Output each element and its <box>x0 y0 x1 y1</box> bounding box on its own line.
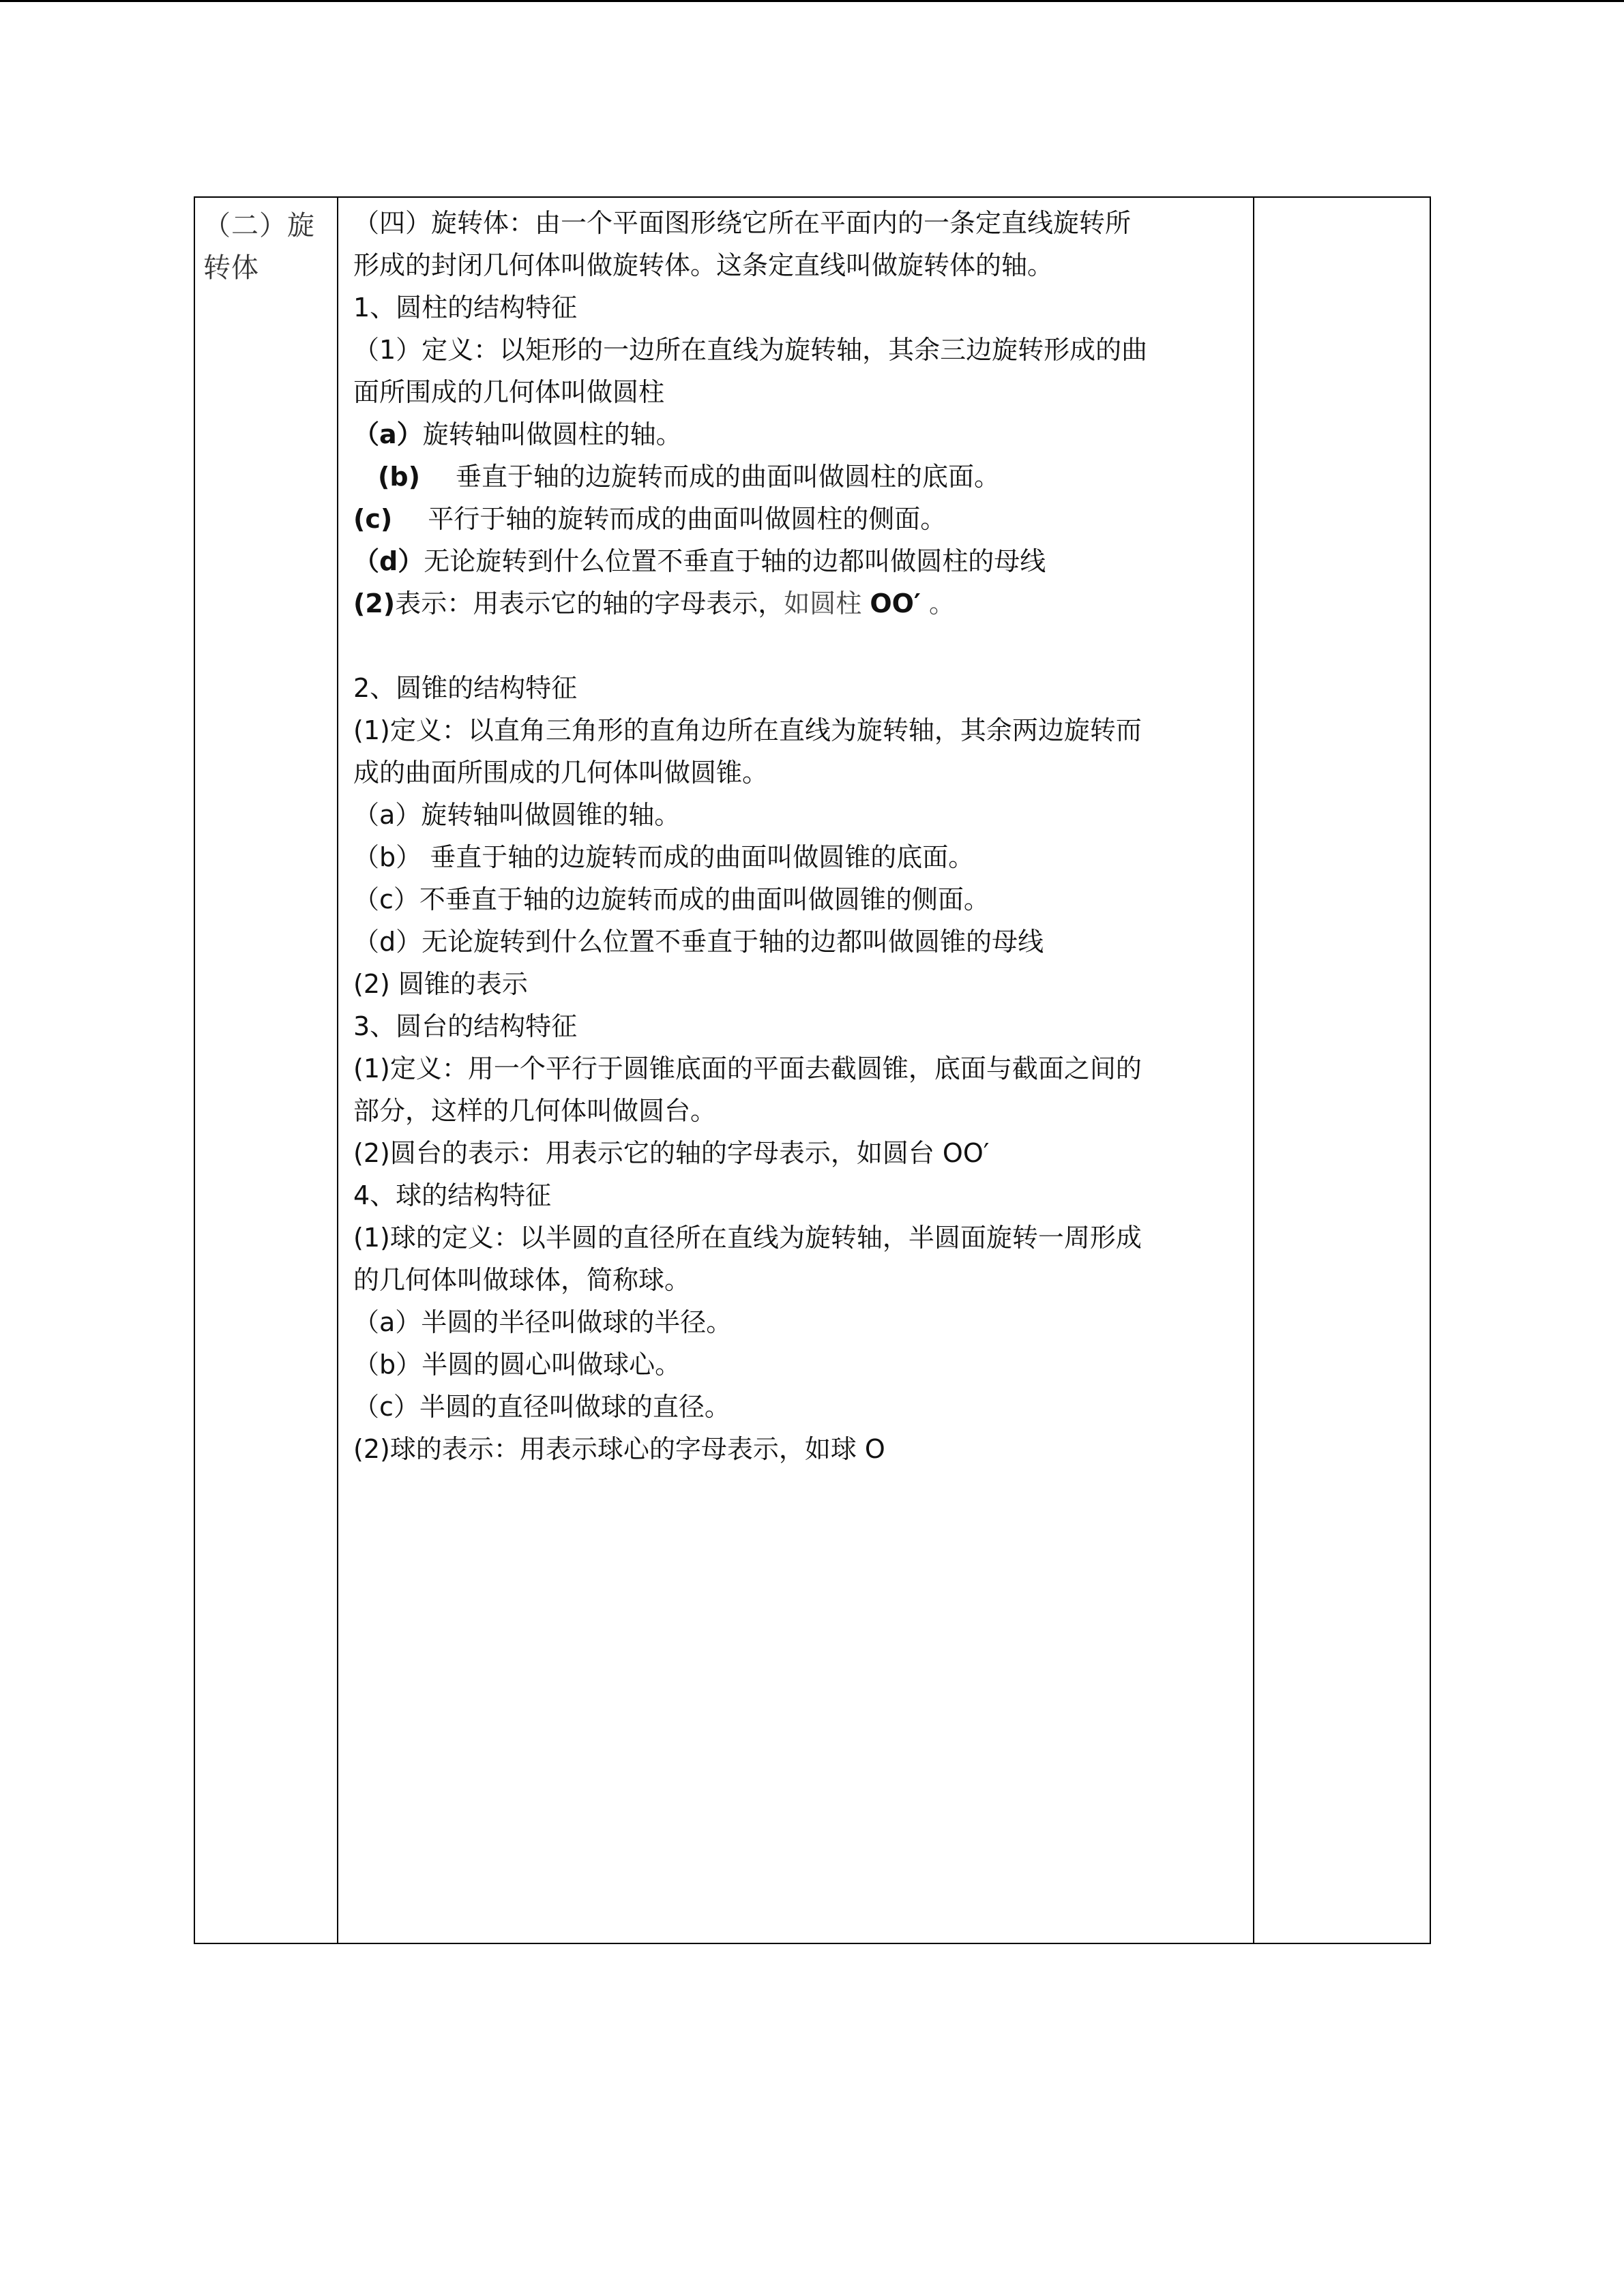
blank-line <box>353 625 1240 667</box>
column-divider-left <box>337 198 338 1943</box>
frustum-definition-line-2: 部分，这样的几何体叫做圆台。 <box>353 1096 717 1126</box>
cone-item-a: （a）旋转轴叫做圆锥的轴。 <box>353 800 681 830</box>
cone-heading: 2、圆锥的结构特征 <box>353 673 578 703</box>
content-cell <box>353 202 1240 1470</box>
cylinder-representation <box>353 582 1240 625</box>
sphere-item-a: （a）半圆的半径叫做球的半径。 <box>353 1307 733 1337</box>
cylinder-item-a-text: 旋转轴叫做圆柱的轴。 <box>422 419 682 449</box>
row-label-line2: 转体 <box>203 252 259 284</box>
sphere-item-b: （b）半圆的圆心叫做球心。 <box>353 1350 681 1380</box>
cylinder-representation-text: 表示：用表示它的轴的字母表示， <box>395 588 784 618</box>
page-top-border <box>0 0 1624 2</box>
cylinder-item-a <box>353 413 1240 456</box>
cylinder-item-b-marker: (b) <box>378 462 420 492</box>
cylinder-definition-line-1: （1）定义：以矩形的一边所在直线为旋转轴，其余三边旋转形成的曲 <box>353 335 1148 365</box>
cylinder-item-c <box>353 498 1240 540</box>
sphere-representation: (2)球的表示：用表示球心的字母表示，如球 O <box>353 1434 885 1464</box>
row-label-cell <box>203 205 333 289</box>
cylinder-item-a-marker: （a） <box>353 419 423 449</box>
cone-item-b: （b） 垂直于轴的边旋转而成的曲面叫做圆锥的底面。 <box>353 842 975 872</box>
lesson-table <box>194 196 1431 1944</box>
cylinder-item-b <box>353 456 1240 498</box>
row-label-line1: （二）旋 <box>203 210 315 241</box>
sphere-definition-line-2: 的几何体叫做球体，简称球。 <box>353 1265 691 1295</box>
cylinder-representation-example: 如圆柱 <box>784 588 862 618</box>
cone-representation: (2) 圆锥的表示 <box>353 969 528 999</box>
cone-item-d: （d）无论旋转到什么位置不垂直于轴的边都叫做圆锥的母线 <box>353 927 1044 957</box>
sphere-definition-line-1: (1)球的定义：以半圆的直径所在直线为旋转轴，半圆面旋转一周形成 <box>353 1223 1142 1253</box>
cone-definition-line-1: (1)定义：以直角三角形的直角边所在直线为旋转轴，其余两边旋转而 <box>353 715 1142 745</box>
cone-definition-line-2: 成的曲面所围成的几何体叫做圆锥。 <box>353 758 769 788</box>
cylinder-item-c-text: 平行于轴的旋转而成的曲面叫做圆柱的侧面。 <box>428 504 947 534</box>
frustum-definition-line-1: (1)定义：用一个平行于圆锥底面的平面去截圆锥，底面与截面之间的 <box>353 1054 1142 1084</box>
cylinder-heading: 1、圆柱的结构特征 <box>353 293 578 323</box>
notes-cell <box>1254 198 1430 1943</box>
intro-line-1: （四）旋转体：由一个平面图形绕它所在平面内的一条定直线旋转所 <box>353 208 1132 238</box>
cylinder-representation-end: 。 <box>929 588 956 618</box>
sphere-heading: 4、球的结构特征 <box>353 1180 552 1210</box>
cylinder-item-d <box>353 540 1240 582</box>
cylinder-representation-symbol: OO′ <box>870 588 921 618</box>
frustum-representation: (2)圆台的表示：用表示它的轴的字母表示，如圆台 OO′ <box>353 1138 990 1168</box>
sphere-item-c: （c）半圆的直径叫做球的直径。 <box>353 1392 730 1422</box>
cylinder-item-b-text: 垂直于轴的边旋转而成的曲面叫做圆柱的底面。 <box>455 462 1000 492</box>
cone-item-c: （c）不垂直于轴的边旋转而成的曲面叫做圆锥的侧面。 <box>353 884 990 914</box>
cylinder-item-d-text: 无论旋转到什么位置不垂直于轴的边都叫做圆柱的母线 <box>424 546 1046 576</box>
intro-line-2: 形成的封闭几何体叫做旋转体。这条定直线叫做旋转体的轴。 <box>353 250 1054 280</box>
cylinder-definition-line-2: 面所围成的几何体叫做圆柱 <box>353 377 665 407</box>
cylinder-item-c-marker: (c) <box>353 504 393 534</box>
cylinder-item-d-marker: （d） <box>353 546 424 576</box>
cylinder-representation-marker: (2) <box>353 588 396 618</box>
frustum-heading: 3、圆台的结构特征 <box>353 1011 578 1041</box>
